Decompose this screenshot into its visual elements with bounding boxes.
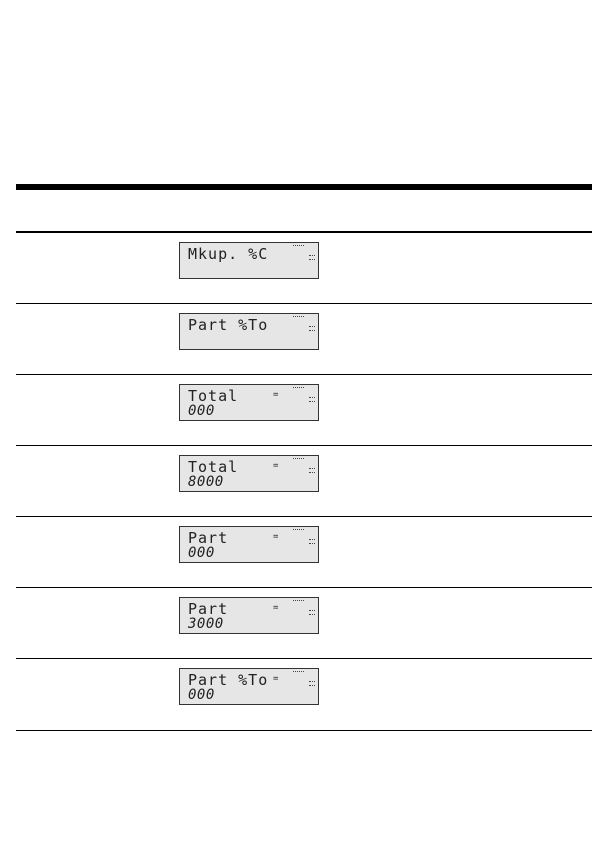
lcd-equals: = [273,532,279,542]
lcd-display [179,455,319,492]
table-row [16,588,592,659]
lcd-line2: 000 [188,403,215,419]
lcd-display [179,668,319,705]
lcd-indicator-icon [293,245,304,248]
lcd-indicator-icon [309,681,315,686]
lcd-indicator-icon [293,529,304,532]
lcd-indicator-icon [309,255,315,260]
table-row [16,517,592,588]
table-row [16,233,592,304]
lcd-line1: Part [188,600,229,618]
lcd-line1: Mkup. %C [188,245,269,263]
lcd-line1: Part %To [188,316,269,334]
lcd-line2: 000 [188,545,215,561]
lcd-equals: = [273,390,279,400]
lcd-indicator-icon [309,539,315,544]
top-rule [16,184,592,190]
lcd-display [179,242,319,279]
lcd-display [179,384,319,421]
table-row [16,659,592,731]
lcd-line2: 3000 [188,616,224,632]
lcd-indicator-icon [309,468,315,473]
lcd-display [179,526,319,563]
lcd-equals: = [273,674,279,684]
lcd-indicator-icon [293,458,304,461]
lcd-indicator-icon [309,610,315,615]
lcd-line1: Total [188,458,239,476]
lcd-display [179,597,319,634]
display-table [16,233,592,731]
table-row [16,375,592,446]
lcd-line1: Part %To [188,671,269,689]
lcd-line2: 8000 [188,474,224,490]
lcd-indicator-icon [293,600,304,603]
lcd-equals: = [273,603,279,613]
lcd-equals: = [273,461,279,471]
table-row [16,304,592,375]
lcd-indicator-icon [309,326,315,331]
lcd-line2: 000 [188,687,215,703]
lcd-line1: Total [188,387,239,405]
lcd-display [179,313,319,350]
lcd-indicator-icon [309,397,315,402]
lcd-indicator-icon [293,387,304,390]
table-row [16,446,592,517]
lcd-indicator-icon [293,671,304,674]
lcd-indicator-icon [293,316,304,319]
lcd-line1: Part [188,529,229,547]
